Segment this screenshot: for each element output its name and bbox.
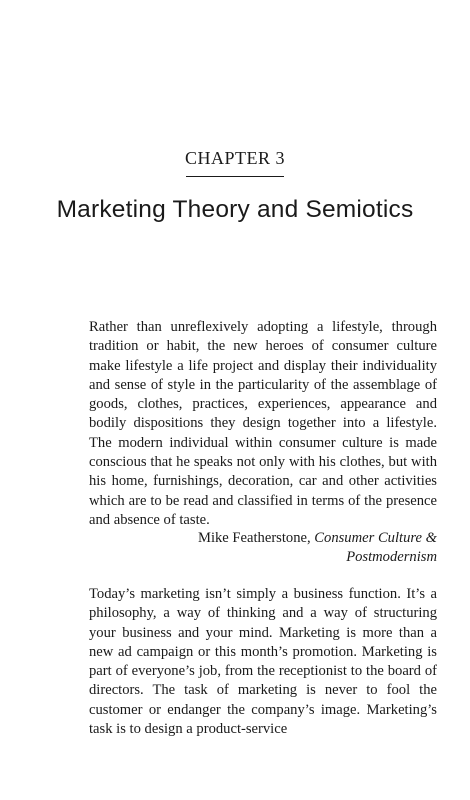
chapter-divider [186,176,284,177]
chapter-label: CHAPTER 3 [184,148,285,168]
attribution-author: Mike Featherstone, [197,530,311,546]
epigraph-attribution [89,529,437,568]
epigraph-text: Rather than unreflexively adopting a lifestyle, through tradition or habit, the new heroes of consumer culture make lifestyle a life project and display their individuality and sense of style in the particularity of the assemblage of goods, clothes, practices, experiences, appearance and bodily dispositions they design together into a lifestyle. The modern individual within consumer culture is made conscious that he speaks not only with his clothes, but with his home, furnishings, decoration, car and other activities which are to be read and classified in terms of the presence and absence of taste. [89,319,437,528]
attribution-work-line1: Consumer Culture & [314,530,437,546]
chapter-title: Marketing Theory and Semiotics [56,196,414,223]
attribution-work-line2: Postmodernism [346,549,437,566]
epigraph [89,318,437,530]
body-paragraph: Today’s marketing isn’t simply a business function. It’s a philosophy, a way of thinking and a way of structuring your business and your mind. Marketing is more than a new ad campaign or this month’s promotion. Marketing is part of everyone’s job, from the receptionist to the board of directors. The task of marketing is never to fool the customer or endanger the company’s image. Marketing’s task is to design a product-service [89,586,437,738]
